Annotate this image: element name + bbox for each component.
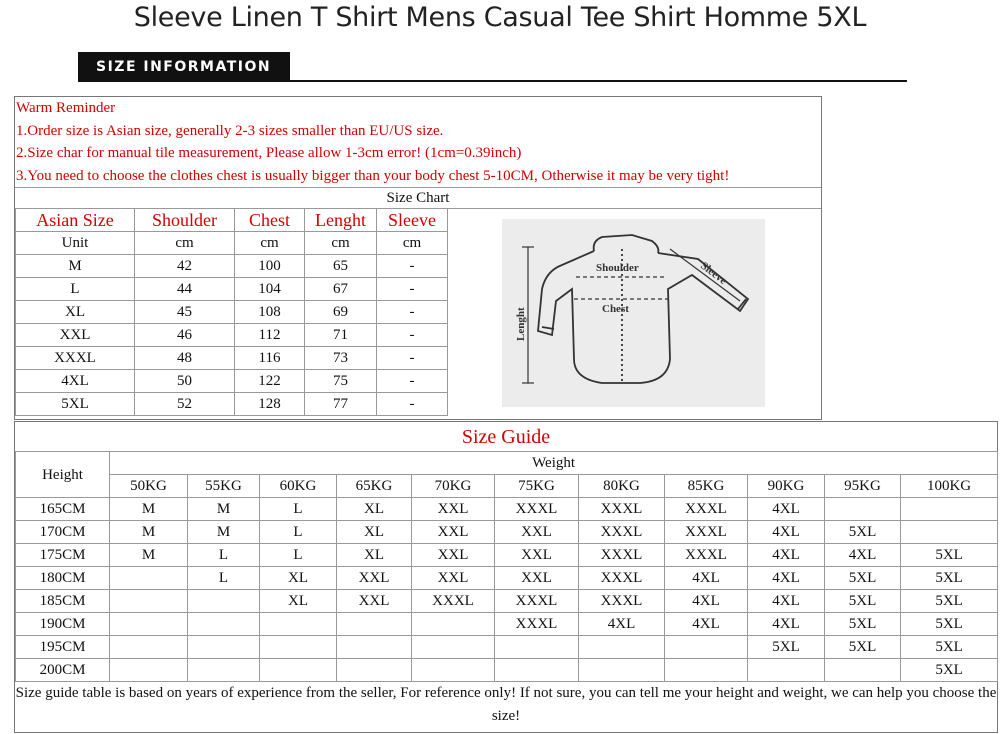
size-chart-cell: cm <box>235 232 305 255</box>
shoulder-label: Shoulder <box>596 262 639 274</box>
size-guide-cell: XXXL <box>495 498 579 521</box>
size-guide-cell <box>579 636 665 659</box>
size-chart-cell: M <box>16 255 135 278</box>
size-guide-cell: XL <box>260 567 337 590</box>
size-guide-body <box>16 498 998 682</box>
size-guide-cell: 5XL <box>825 636 901 659</box>
size-guide-cell: 4XL <box>665 567 748 590</box>
size-chart-cell: 77 <box>305 393 377 416</box>
weights-row <box>16 475 998 498</box>
size-guide-cell <box>337 613 412 636</box>
size-guide-row <box>16 590 998 613</box>
size-chart-cell: 46 <box>135 324 235 347</box>
size-guide-cell <box>825 659 901 682</box>
size-chart-row <box>16 278 448 301</box>
size-chart-cell: 116 <box>235 347 305 370</box>
size-guide-cell: 4XL <box>748 521 825 544</box>
size-guide-cell: XXL <box>337 590 412 613</box>
size-guide-cell <box>495 659 579 682</box>
header-cell: Lenght <box>305 209 377 232</box>
size-chart-cell: 108 <box>235 301 305 324</box>
size-guide-cell: 5XL <box>825 613 901 636</box>
size-guide-cell: 4XL <box>748 498 825 521</box>
size-guide-cell: M <box>110 544 188 567</box>
size-guide-cell: M <box>188 498 260 521</box>
header-cell: Sleeve <box>377 209 448 232</box>
weight-header: 80KG <box>579 475 665 498</box>
size-guide-cell: L <box>260 544 337 567</box>
size-guide-cell: 5XL <box>901 636 998 659</box>
weight-header: 90KG <box>748 475 825 498</box>
size-chart-row <box>16 324 448 347</box>
height-cell: 200CM <box>16 659 110 682</box>
size-chart-header-row <box>16 209 448 232</box>
size-chart-cell: 45 <box>135 301 235 324</box>
size-chart-cell: 65 <box>305 255 377 278</box>
header-cell: Chest <box>235 209 305 232</box>
size-guide-cell: XXXL <box>665 521 748 544</box>
size-guide-cell <box>337 659 412 682</box>
weight-header-cell: Weight <box>110 452 998 475</box>
header-cell: Shoulder <box>135 209 235 232</box>
size-chart-cell: 122 <box>235 370 305 393</box>
size-guide-row <box>16 567 998 590</box>
size-chart-cell: cm <box>305 232 377 255</box>
header-divider <box>78 80 907 82</box>
size-guide-cell: XL <box>337 544 412 567</box>
size-guide-cell: L <box>260 498 337 521</box>
size-guide-cell: 5XL <box>901 544 998 567</box>
size-guide-cell: 5XL <box>748 636 825 659</box>
height-cell: 180CM <box>16 567 110 590</box>
size-guide-cell <box>412 613 495 636</box>
product-title: Sleeve Linen T Shirt Mens Casual Tee Shirt Homme 5XL <box>133 2 867 33</box>
weight-header: 65KG <box>337 475 412 498</box>
size-guide-cell <box>188 590 260 613</box>
size-guide-cell <box>188 636 260 659</box>
size-guide-cell: 5XL <box>901 659 998 682</box>
size-guide-cell: 4XL <box>748 590 825 613</box>
size-guide-cell: 5XL <box>901 590 998 613</box>
size-chart-cell: 50 <box>135 370 235 393</box>
size-guide-row <box>16 659 998 682</box>
size-chart-row <box>16 232 448 255</box>
size-information-banner: SIZE INFORMATION <box>78 52 290 82</box>
size-guide-cell: M <box>110 498 188 521</box>
weight-header: 55KG <box>188 475 260 498</box>
size-guide-cell <box>110 659 188 682</box>
size-guide-cell <box>260 636 337 659</box>
size-chart-cell: 52 <box>135 393 235 416</box>
size-guide-row <box>16 613 998 636</box>
size-guide-cell: XL <box>337 498 412 521</box>
sleeve-measure-line <box>670 249 740 301</box>
size-chart-row <box>16 347 448 370</box>
weight-header: 60KG <box>260 475 337 498</box>
size-guide-cell: XXXL <box>579 567 665 590</box>
size-guide-row <box>16 636 998 659</box>
size-guide-cell <box>110 567 188 590</box>
size-chart-table <box>15 208 448 416</box>
size-guide-cell <box>665 636 748 659</box>
size-guide-cell: 5XL <box>825 567 901 590</box>
size-chart-cell: 5XL <box>16 393 135 416</box>
weight-header: 85KG <box>665 475 748 498</box>
chest-label: Chest <box>602 303 629 315</box>
size-guide-cell <box>665 659 748 682</box>
size-guide-cell <box>110 590 188 613</box>
size-guide-cell: 4XL <box>748 613 825 636</box>
size-chart-row <box>16 301 448 324</box>
size-chart-cell: cm <box>377 232 448 255</box>
size-guide-cell: 5XL <box>901 613 998 636</box>
size-guide-row <box>16 544 998 567</box>
size-chart-row <box>16 370 448 393</box>
size-chart-cell: - <box>377 255 448 278</box>
size-chart-cell: 75 <box>305 370 377 393</box>
size-guide-cell <box>495 636 579 659</box>
size-guide-cell: XXXL <box>495 613 579 636</box>
size-chart-cell: - <box>377 347 448 370</box>
size-chart-cell: 44 <box>135 278 235 301</box>
size-guide-cell: XL <box>260 590 337 613</box>
size-chart-label: Size Chart <box>15 187 821 209</box>
size-chart-cell: - <box>377 370 448 393</box>
shirt-measurement-diagram <box>502 219 765 407</box>
weight-header: 70KG <box>412 475 495 498</box>
size-chart-row <box>16 255 448 278</box>
size-guide-cell: XXXL <box>665 498 748 521</box>
size-guide-cell <box>188 613 260 636</box>
size-chart-cell: Unit <box>16 232 135 255</box>
size-guide-cell <box>412 659 495 682</box>
height-header-cell: Height <box>16 452 110 498</box>
size-chart-cell: XXL <box>16 324 135 347</box>
weight-header: 100KG <box>901 475 998 498</box>
size-guide-cell: 5XL <box>825 590 901 613</box>
size-guide-cell <box>901 498 998 521</box>
size-chart-cell: - <box>377 393 448 416</box>
size-chart-cell: 112 <box>235 324 305 347</box>
size-chart-cell: cm <box>135 232 235 255</box>
size-chart-cell: 48 <box>135 347 235 370</box>
height-cell: 185CM <box>16 590 110 613</box>
size-guide-cell: M <box>110 521 188 544</box>
weight-header: 50KG <box>110 475 188 498</box>
size-guide-cell: 4XL <box>825 544 901 567</box>
size-guide-cell: XXXL <box>579 544 665 567</box>
size-guide-cell: XXXL <box>412 590 495 613</box>
size-chart-body <box>16 232 448 416</box>
size-guide-cell: XXL <box>412 498 495 521</box>
size-chart-cell: 128 <box>235 393 305 416</box>
size-guide-cell: XXL <box>495 544 579 567</box>
size-guide-row <box>16 498 998 521</box>
size-chart-cell: 69 <box>305 301 377 324</box>
collar-outline <box>594 235 659 253</box>
size-guide-cell <box>337 636 412 659</box>
height-cell: 165CM <box>16 498 110 521</box>
weight-header: 95KG <box>825 475 901 498</box>
size-guide-cell: XXL <box>495 521 579 544</box>
size-guide-cell: 4XL <box>748 544 825 567</box>
size-chart-cell: 4XL <box>16 370 135 393</box>
size-guide-cell <box>260 613 337 636</box>
reminder-heading: Warm Reminder <box>16 100 116 116</box>
size-guide-cell: L <box>188 544 260 567</box>
size-guide-cell <box>188 659 260 682</box>
size-chart-cell: - <box>377 278 448 301</box>
size-guide-cell: XXL <box>495 567 579 590</box>
size-chart-cell: - <box>377 324 448 347</box>
size-guide-cell: XXXL <box>665 544 748 567</box>
warm-reminder <box>15 97 821 187</box>
reminder-line-2: 2.Size char for manual tile measurement, Please allow 1-3cm error! (1cm=0.39inch) <box>16 145 522 161</box>
size-guide-cell: 4XL <box>748 567 825 590</box>
reminder-line-1: 1.Order size is Asian size, generally 2-3 sizes smaller than EU/US size. <box>16 122 444 139</box>
size-guide-cell: XXL <box>412 567 495 590</box>
size-chart-cell: XL <box>16 301 135 324</box>
size-guide-cell: 5XL <box>825 521 901 544</box>
weight-label-row <box>16 452 998 475</box>
size-chart-row <box>16 393 448 416</box>
length-label: Lenght <box>515 307 527 341</box>
size-guide-cell <box>260 659 337 682</box>
weight-header: 75KG <box>495 475 579 498</box>
size-guide-cell: L <box>188 567 260 590</box>
height-cell: 195CM <box>16 636 110 659</box>
size-guide-cell: M <box>188 521 260 544</box>
size-chart-cell: XXXL <box>16 347 135 370</box>
size-guide-note: Size guide table is based on years of experience from the seller, For reference only! If not sure, you can tell me your height and weight, we can help you choose the size! <box>15 681 997 728</box>
size-guide-row <box>16 521 998 544</box>
size-guide-cell: 4XL <box>665 613 748 636</box>
size-guide-cell <box>412 636 495 659</box>
height-cell: 175CM <box>16 544 110 567</box>
size-guide-table <box>15 451 998 682</box>
size-guide-cell: XXXL <box>579 521 665 544</box>
size-chart-cell: L <box>16 278 135 301</box>
size-guide-cell <box>110 613 188 636</box>
size-guide-cell: XXXL <box>579 498 665 521</box>
size-guide-cell: 5XL <box>901 567 998 590</box>
height-cell: 170CM <box>16 521 110 544</box>
size-guide-cell: XXXL <box>495 590 579 613</box>
size-chart-cell: 71 <box>305 324 377 347</box>
size-guide-panel <box>14 421 998 733</box>
size-guide-cell: XXL <box>412 521 495 544</box>
size-chart-cell: 67 <box>305 278 377 301</box>
size-guide-cell <box>901 521 998 544</box>
size-guide-cell <box>825 498 901 521</box>
size-guide-cell: XXL <box>412 544 495 567</box>
size-chart-cell: 100 <box>235 255 305 278</box>
size-guide-cell: 4XL <box>579 613 665 636</box>
size-guide-cell: XXL <box>337 567 412 590</box>
reminder-line-3: 3.You need to choose the clothes chest is usually bigger than your body chest 5-10CM, Otherwise it may be very tight! <box>16 167 730 184</box>
size-guide-cell: XXXL <box>579 590 665 613</box>
size-guide-cell: L <box>260 521 337 544</box>
size-guide-cell <box>748 659 825 682</box>
header-cell: Asian Size <box>16 209 135 232</box>
size-guide-cell <box>579 659 665 682</box>
size-guide-title: Size Guide <box>15 422 997 452</box>
size-guide-cell <box>110 636 188 659</box>
height-cell: 190CM <box>16 613 110 636</box>
size-chart-cell: - <box>377 301 448 324</box>
size-guide-cell: XL <box>337 521 412 544</box>
size-chart-cell: 73 <box>305 347 377 370</box>
size-chart-cell: 104 <box>235 278 305 301</box>
size-chart-cell: 42 <box>135 255 235 278</box>
size-guide-cell: 4XL <box>665 590 748 613</box>
sleeve-label: Sleeve <box>698 259 729 288</box>
